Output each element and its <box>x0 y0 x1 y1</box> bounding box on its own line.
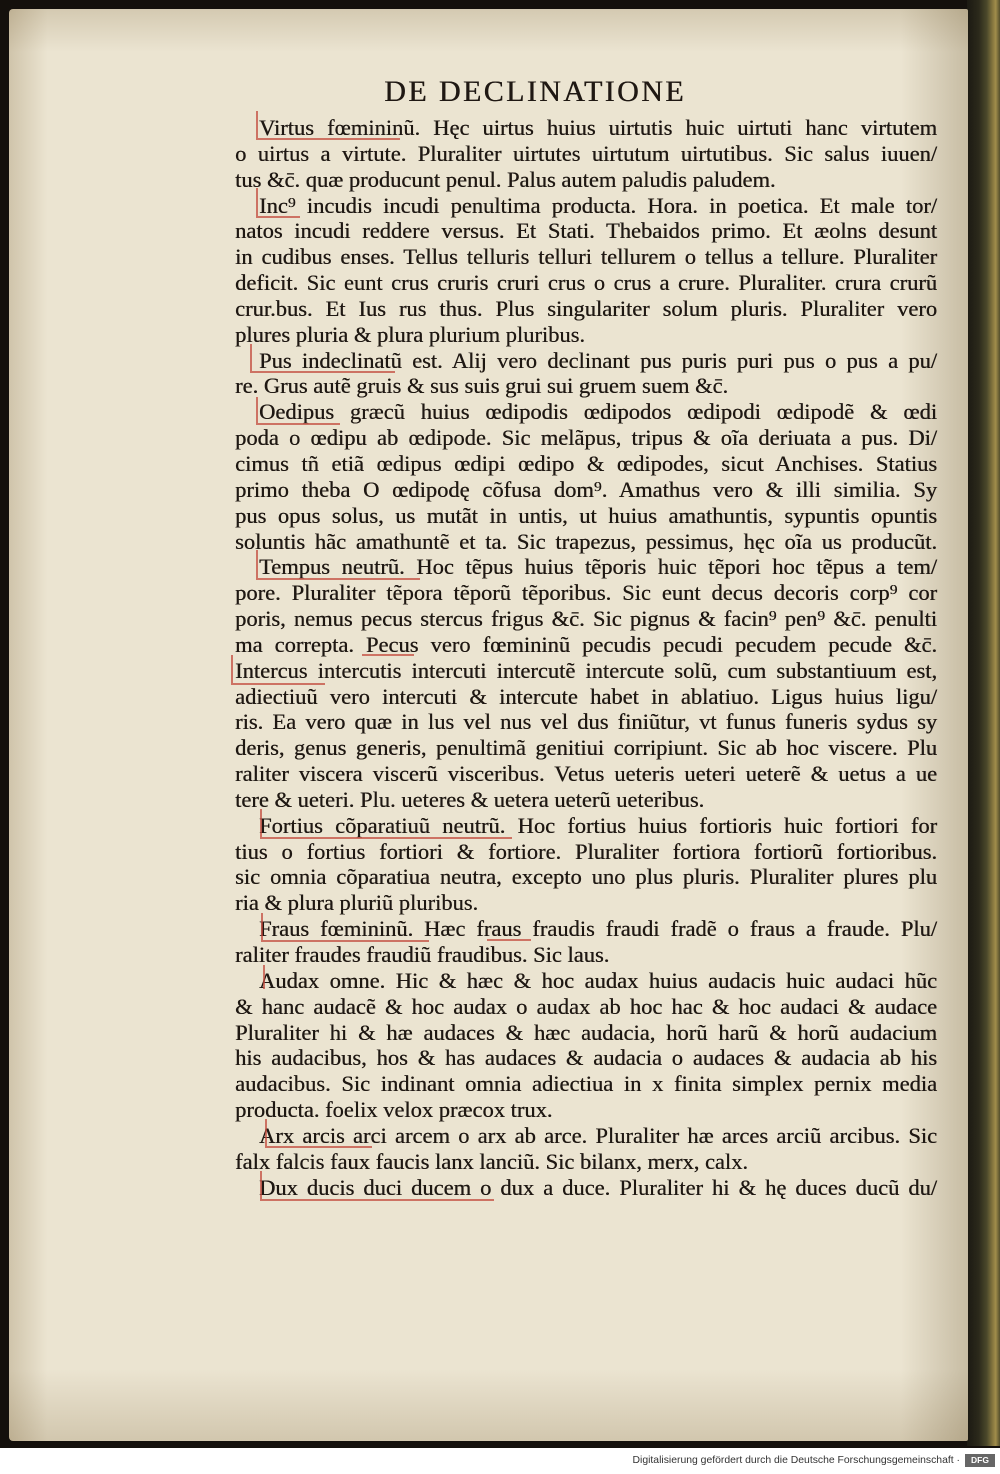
rubrication-mark <box>256 397 340 425</box>
text-line: crur.bus. Et Ius rus thus. Plus singulariter solum pluris. Pluraliter vero <box>235 295 937 321</box>
text-line: tius o fortius fortiori & fortiore. Pluraliter fortiora fortiorũ fortioribus. <box>235 838 937 864</box>
text-line: tus &c̄. quæ producunt penul. Palus autem paludis paludem. <box>235 166 776 192</box>
rubrication-mark <box>250 344 395 373</box>
rubrication-mark <box>362 654 414 656</box>
text-line: deficit. Sic eunt crus cruris cruri crus o crus a crure. Pluraliter. crura crurũ <box>235 270 937 296</box>
text-line: ria & plura pluriũ pluribus. <box>235 890 479 916</box>
digitization-footer <box>0 1448 1000 1474</box>
text-line: primo theba O œdipodę cõfusa dom⁹. Amathus vero & illi similia. Sy <box>235 476 937 502</box>
text-line: Tempus neutrũ. Hoc tẽpus huius tẽporis huic tẽpori hoc tẽpus a tem/ <box>259 554 937 580</box>
rubrication-mark <box>260 1171 494 1201</box>
rubrication-mark <box>261 913 429 942</box>
rubrication-mark <box>260 809 512 839</box>
paragraph <box>235 399 937 554</box>
text-line: sic omnia cõparatiua neutra, excepto uno plus pluris. Pluraliter plures plu <box>235 864 937 890</box>
rubrication-mark <box>256 188 300 218</box>
text-line: ris. Ea vero quæ in lus vel nus vel dus finiũtur, vt funus funeris sydus sy <box>235 709 937 735</box>
text-line: natos incudi reddere versus. Et Stati. Thebaidos primo. Et æolns desunt <box>235 218 937 244</box>
text-line: poda o œdipu ab œdipode. Sic melãpus, tripus & oĩa deriuata a pus. Di/ <box>235 425 937 451</box>
text-line: Inc⁹ incudis incudi penultima producta. Hora. in poetica. Et male tor/ <box>259 192 937 218</box>
text-line: re. Grus autẽ gruis & sus suis grui sui gruem suem &c̄. <box>235 373 729 399</box>
text-line: pus opus solus, us mutãt in untis, ut huius amathuntis, sypuntis opuntis <box>235 502 937 528</box>
rubrication-mark <box>265 1119 372 1148</box>
text-line: pore. Pluraliter tẽpora tẽporũ tẽporibus. Sic eunt decus decoris corp⁹ cor <box>235 580 937 606</box>
text-block <box>235 115 937 1205</box>
text-line: adiectiuũ vero intercuti & intercute habet in ablatiuo. Ligus huius ligu/ <box>235 683 937 709</box>
digitization-credit: Digitalisierung gefördert durch die Deutsche Forschungsgemeinschaft · <box>632 1455 960 1466</box>
text-line: Oedipus græcũ huius œdipodis œdipodos œdipodi œdipodẽ & œdi <box>259 399 937 425</box>
text-line: Intercus intercutis intercuti intercutẽ intercute solũ, cum substantiuum est, <box>235 657 937 683</box>
dfg-logo: DFG <box>965 1454 995 1467</box>
text-line: raliter fraudes fraudiũ fraudibus. Sic laus. <box>235 942 610 967</box>
text-line: poris, nemus pecus stercus frigus &c̄. Sic pignus & facin⁹ pen⁹ &c̄. penulti <box>235 606 937 632</box>
text-line: & hanc audacẽ & hoc audax o audax ab hoc hac & hoc audaci & audace <box>235 993 937 1019</box>
text-line: cimus tñ etiã œdipus œdipi œdipo & œdipodes, sicut Anchises. Statius <box>235 450 937 476</box>
text-line: ma correpta. Pecus vero fœmininũ pecudis pecudi pecudem pecude &c̄. <box>235 631 937 657</box>
text-line: Arx arcis arci arcem o arx ab arce. Pluraliter hæ arces arciũ arcibus. Sic <box>259 1122 937 1148</box>
text-line: Pus indeclinatũ est. Alĳ vero declinant pus puris puri pus o pus a pu/ <box>259 347 937 373</box>
paragraph <box>235 968 937 1123</box>
text-line: audacibus. Sic indinant omnia adiectiua in x finita simplex pernix media <box>235 1071 937 1097</box>
rubrication-mark <box>487 939 531 941</box>
text-line: raliter viscera viscerũ visceribus. Vetus ueteris ueteri ueterẽ & uetus a ue <box>235 761 937 787</box>
text-line: Fraus fœmininũ. Hæc fraus fraudis fraudi fradẽ o fraus a fraude. Plu/ <box>259 916 937 942</box>
paragraph <box>235 658 937 813</box>
paragraph <box>235 193 937 348</box>
text-line: Virtus fœmininũ. Hęc uirtus huius uirtutis huic uirtuti hanc virtutem <box>259 115 937 140</box>
text-line: in cudibus enses. Tellus telluris telluri tellurem o tellus a tellure. Pluraliter <box>235 244 937 270</box>
text-line: plures pluria & plura plurium pluribus. <box>235 321 585 347</box>
rubrication-mark <box>263 965 265 989</box>
rubrication-mark <box>256 111 400 140</box>
text-line: tere & ueteri. Plu. ueteres & uetera ueterũ ueteribus. <box>235 786 705 812</box>
text-line: Dux ducis duci ducem o dux a duce. Pluraliter hi & hę duces ducũ du/ <box>259 1174 937 1200</box>
text-line: o uirtus a virtute. Pluraliter uirtutes uirtutum uirtutibus. Sic salus iuuen/ <box>235 140 937 166</box>
text-line: Fortius cõparatiuũ neutrũ. Hoc fortius huius fortioris huic fortiori for <box>259 812 937 838</box>
text-line: his audacibus, hos & has audaces & audacia o audaces & audacia ab his <box>235 1045 937 1071</box>
rubrication-mark <box>256 550 420 580</box>
book-edge <box>967 0 1000 1446</box>
text-line: Pluraliter hi & hæ audaces & hæc audacia, horũ harũ & horũ audacium <box>235 1019 937 1045</box>
text-line: soluntis hãc amathuntẽ et ta. Sic trapezus, pessimus, hęc oĩa us producũt. <box>235 528 937 554</box>
text-line: Audax omne. Hic & hæc & hoc audax huius audacis huic audaci hũc <box>259 967 937 993</box>
text-line: deris, genus generis, penultimã genitiui corripiunt. Sic ab hoc viscere. Plu <box>235 735 937 761</box>
text-line: falx falcis faux faucis lanx lanciũ. Sic bilanx, merx, calx. <box>235 1148 748 1174</box>
running-head: DE DECLINATIONE <box>384 75 686 108</box>
text-line: producta. foelix velox præcox trux. <box>235 1097 553 1123</box>
rubrication-mark <box>231 655 325 685</box>
